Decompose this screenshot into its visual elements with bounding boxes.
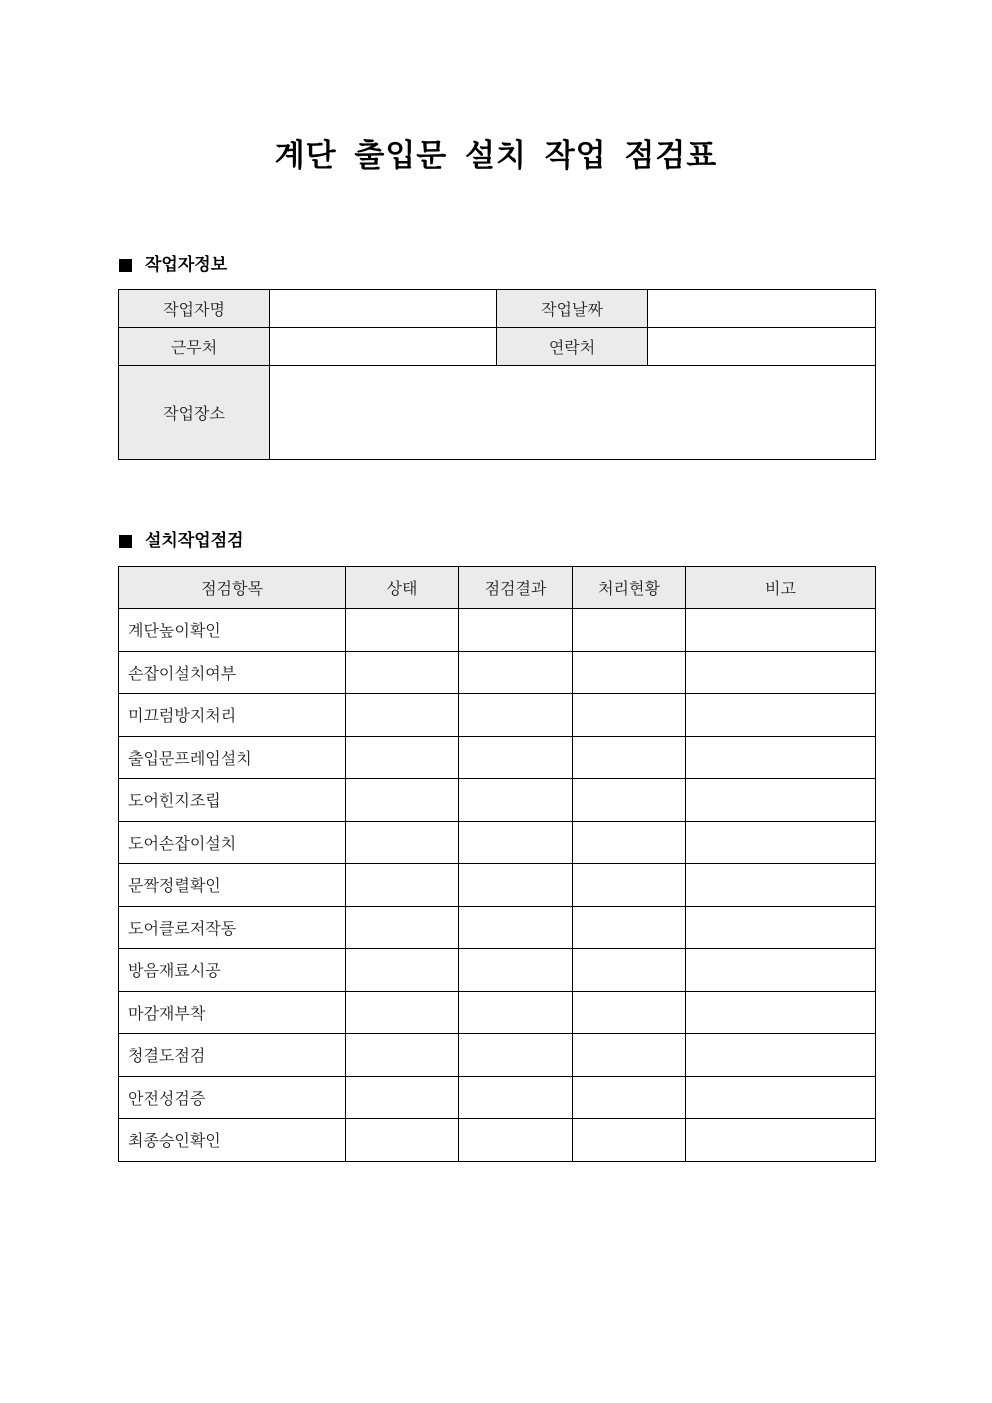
handling-cell[interactable] — [573, 1119, 686, 1162]
table-row — [119, 1034, 876, 1077]
inspection-item: 도어힌지조립 — [119, 779, 346, 822]
label-workplace: 근무처 — [119, 328, 270, 366]
work-date-field[interactable] — [648, 290, 876, 328]
note-cell[interactable] — [686, 864, 876, 907]
inspection-item: 손잡이설치여부 — [119, 651, 346, 694]
section-heading-label: 작업자정보 — [145, 255, 228, 275]
inspection-item: 청결도점검 — [119, 1034, 346, 1077]
label-contact: 연락처 — [497, 328, 648, 366]
handling-cell[interactable] — [573, 1034, 686, 1077]
note-cell[interactable] — [686, 1119, 876, 1162]
result-cell[interactable] — [459, 1034, 573, 1077]
status-cell[interactable] — [346, 949, 459, 992]
column-header-status: 상태 — [346, 567, 459, 609]
status-cell[interactable] — [346, 651, 459, 694]
table-header-row — [119, 567, 876, 609]
inspection-item: 출입문프레임설치 — [119, 736, 346, 779]
table-row — [119, 864, 876, 907]
table-row — [119, 949, 876, 992]
result-cell[interactable] — [459, 906, 573, 949]
table-row — [119, 906, 876, 949]
table-row — [119, 651, 876, 694]
handling-cell[interactable] — [573, 694, 686, 737]
handling-cell[interactable] — [573, 821, 686, 864]
inspection-item: 미끄럼방지처리 — [119, 694, 346, 737]
inspection-item: 문짝정렬확인 — [119, 864, 346, 907]
result-cell[interactable] — [459, 609, 573, 652]
note-cell[interactable] — [686, 991, 876, 1034]
column-header-note: 비고 — [686, 567, 876, 609]
handling-cell[interactable] — [573, 736, 686, 779]
note-cell[interactable] — [686, 779, 876, 822]
status-cell[interactable] — [346, 736, 459, 779]
inspection-item: 마감재부착 — [119, 991, 346, 1034]
table-row — [119, 991, 876, 1034]
table-row — [119, 1119, 876, 1162]
contact-field[interactable] — [648, 328, 876, 366]
inspection-item: 도어클로저작동 — [119, 906, 346, 949]
note-cell[interactable] — [686, 651, 876, 694]
result-cell[interactable] — [459, 779, 573, 822]
handling-cell[interactable] — [573, 651, 686, 694]
table-row — [119, 290, 876, 328]
result-cell[interactable] — [459, 991, 573, 1034]
table-row — [119, 366, 876, 460]
handling-cell[interactable] — [573, 949, 686, 992]
inspection-item: 계단높이확인 — [119, 609, 346, 652]
note-cell[interactable] — [686, 906, 876, 949]
note-cell[interactable] — [686, 609, 876, 652]
table-row — [119, 779, 876, 822]
worker-name-field[interactable] — [270, 290, 497, 328]
handling-cell[interactable] — [573, 609, 686, 652]
status-cell[interactable] — [346, 821, 459, 864]
table-row — [119, 328, 876, 366]
status-cell[interactable] — [346, 1034, 459, 1077]
page-title: 계단 출입문 설치 작업 점검표 — [274, 138, 718, 174]
result-cell[interactable] — [459, 864, 573, 907]
result-cell[interactable] — [459, 1119, 573, 1162]
handling-cell[interactable] — [573, 1076, 686, 1119]
table-row — [119, 609, 876, 652]
status-cell[interactable] — [346, 991, 459, 1034]
handling-cell[interactable] — [573, 864, 686, 907]
status-cell[interactable] — [346, 864, 459, 907]
section-heading-worker-info — [119, 253, 227, 277]
square-bullet-icon — [119, 259, 132, 272]
note-cell[interactable] — [686, 1034, 876, 1077]
section-heading-label: 설치작업점검 — [145, 531, 244, 551]
status-cell[interactable] — [346, 1076, 459, 1119]
result-cell[interactable] — [459, 949, 573, 992]
note-cell[interactable] — [686, 1076, 876, 1119]
column-header-item: 점검항목 — [119, 567, 346, 609]
note-cell[interactable] — [686, 694, 876, 737]
status-cell[interactable] — [346, 694, 459, 737]
work-location-field[interactable] — [270, 366, 876, 460]
column-header-result: 점검결과 — [459, 567, 573, 609]
workplace-field[interactable] — [270, 328, 497, 366]
square-bullet-icon — [119, 535, 132, 548]
note-cell[interactable] — [686, 949, 876, 992]
inspection-item: 안전성검증 — [119, 1076, 346, 1119]
result-cell[interactable] — [459, 736, 573, 779]
status-cell[interactable] — [346, 1119, 459, 1162]
note-cell[interactable] — [686, 821, 876, 864]
status-cell[interactable] — [346, 906, 459, 949]
section-heading-inspection — [119, 529, 244, 553]
status-cell[interactable] — [346, 779, 459, 822]
label-work-date: 작업날짜 — [497, 290, 648, 328]
status-cell[interactable] — [346, 609, 459, 652]
result-cell[interactable] — [459, 694, 573, 737]
table-row — [119, 694, 876, 737]
handling-cell[interactable] — [573, 991, 686, 1034]
note-cell[interactable] — [686, 736, 876, 779]
result-cell[interactable] — [459, 1076, 573, 1119]
handling-cell[interactable] — [573, 906, 686, 949]
label-worker-name: 작업자명 — [119, 290, 270, 328]
handling-cell[interactable] — [573, 779, 686, 822]
table-row — [119, 1076, 876, 1119]
result-cell[interactable] — [459, 651, 573, 694]
result-cell[interactable] — [459, 821, 573, 864]
table-row — [119, 736, 876, 779]
inspection-table — [118, 566, 876, 1162]
table-row — [119, 821, 876, 864]
label-work-location: 작업장소 — [119, 366, 270, 460]
inspection-item: 방음재료시공 — [119, 949, 346, 992]
inspection-item: 최종승인확인 — [119, 1119, 346, 1162]
inspection-item: 도어손잡이설치 — [119, 821, 346, 864]
worker-info-table — [118, 289, 876, 460]
column-header-handling: 처리현황 — [573, 567, 686, 609]
